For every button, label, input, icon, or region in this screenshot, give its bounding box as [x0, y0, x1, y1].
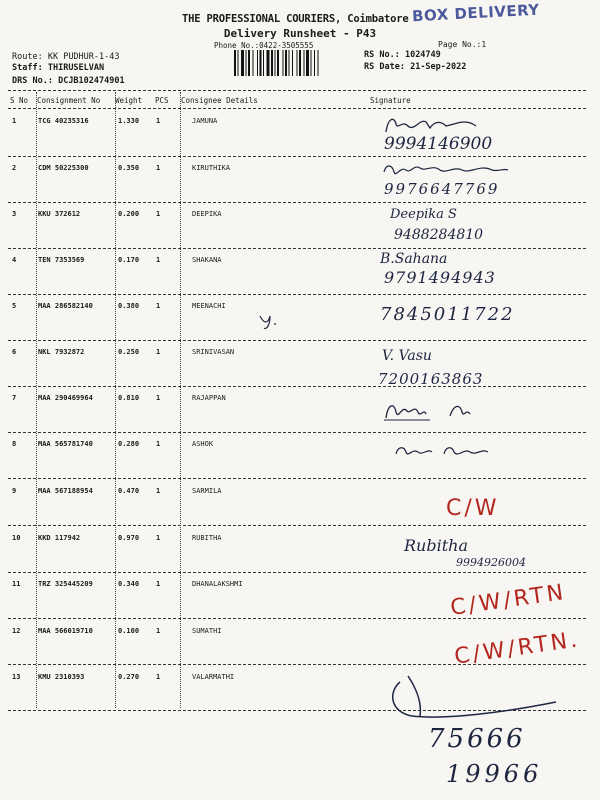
row-separator [8, 156, 586, 157]
header-bottom-rule [8, 108, 586, 109]
row-3-sno: 3 [12, 210, 17, 218]
row-13-pcs: 1 [156, 673, 161, 681]
row-4-phone-handwritten: 9791494943 [384, 268, 496, 287]
row-13-consignee: VALARMATHI [192, 673, 235, 681]
row-6-consignment: NKL 7932872 [38, 348, 85, 356]
row-2-weight: 0.350 [118, 164, 140, 172]
row-9-status-note: C/W [446, 496, 500, 521]
row-10-name-handwritten: Rubitha [404, 536, 468, 555]
row-separator [8, 294, 586, 295]
row-4-consignee: SHAKANA [192, 256, 222, 264]
staff-label: Staff: [12, 63, 43, 73]
row-4-consignment: TEN 7353569 [38, 256, 85, 264]
row-1-consignee: JAMUNA [192, 117, 218, 125]
row-11-consignment: TRZ 325445209 [38, 580, 93, 588]
page-number: Page No.:1 [438, 40, 487, 49]
row-9-consignee: SARMILA [192, 487, 222, 495]
row-separator [8, 248, 586, 249]
row-9-weight: 0.470 [118, 487, 140, 495]
row-10-consignee: RUBITHA [192, 534, 222, 542]
row-4-name-handwritten: B.Sahana [380, 251, 448, 267]
row-separator [8, 664, 586, 665]
row-11-consignee: DHANALAKSHMI [192, 580, 243, 588]
col-header-pcs: PCS [155, 96, 169, 105]
row-3-weight: 0.200 [118, 210, 140, 218]
row-3-pcs: 1 [156, 210, 161, 218]
row-1-weight: 1.330 [118, 117, 140, 125]
row-separator [8, 572, 586, 573]
row-6-phone-handwritten: 7200163863 [378, 370, 484, 388]
row-separator [8, 432, 586, 433]
row-6-sno: 6 [12, 348, 17, 356]
row-11-status-note: C/W/RTN [448, 580, 568, 621]
row-13-sno: 13 [12, 673, 21, 681]
row-10-weight: 0.970 [118, 534, 140, 542]
row-1-consignment: TCG 40235316 [38, 117, 89, 125]
row-separator [8, 525, 586, 526]
staff-value: THIRUSELVAN [47, 63, 105, 73]
row-4-sno: 4 [12, 256, 17, 264]
row-11-weight: 0.340 [118, 580, 140, 588]
row-5-phone-handwritten: 7845011722 [380, 304, 515, 325]
row-8-weight: 0.280 [118, 440, 140, 448]
signature-scribble-row-13 [386, 672, 566, 728]
drs-label: DRS No.: [12, 76, 53, 86]
route-label: Route: [12, 52, 43, 62]
row-10-pcs: 1 [156, 534, 161, 542]
row-5-consignment: MAA 286582140 [38, 302, 93, 310]
row-4-pcs: 1 [156, 256, 161, 264]
row-5-sno: 5 [12, 302, 17, 310]
header-top-rule [8, 90, 586, 91]
row-8-consignment: MAA 565781740 [38, 440, 93, 448]
row-1-sno: 1 [12, 117, 17, 125]
bottom-handwritten-number-2: 19966 [446, 760, 543, 788]
drs-line [12, 76, 125, 86]
row-11-pcs: 1 [156, 580, 161, 588]
staff-line [12, 63, 104, 73]
company-name: THE PROFESSIONAL COURIERS, Coimbatore [182, 13, 409, 25]
row-separator [8, 618, 586, 619]
signature-scribble-row-2 [380, 158, 510, 178]
column-divider [180, 92, 181, 708]
row-3-consignment: KKU 372612 [38, 210, 81, 218]
row-7-pcs: 1 [156, 394, 161, 402]
row-12-consignee: SUMATHI [192, 627, 222, 635]
row-13-weight: 0.270 [118, 673, 140, 681]
row-6-pcs: 1 [156, 348, 161, 356]
row-6-name-handwritten: V. Vasu [382, 348, 432, 364]
row-2-consignee: KIRUTHIKA [192, 164, 230, 172]
row-12-status-note: C/W/RTN. [452, 627, 582, 670]
row-separator [8, 478, 586, 479]
row-separator [8, 386, 586, 387]
row-6-weight: 0.250 [118, 348, 140, 356]
phone-number: Phone No.:0422-3505555 [214, 41, 314, 50]
bottom-handwritten-number-1: 75666 [428, 724, 526, 754]
runsheet-title: Delivery Runsheet - P43 [223, 27, 377, 40]
row-7-weight: 0.810 [118, 394, 140, 402]
row-10-sno: 10 [12, 534, 21, 542]
row-2-consignment: CDM 50225300 [38, 164, 89, 172]
initial-scribble-row-5 [256, 310, 286, 330]
rs-date-line [364, 62, 466, 72]
row-7-consignee: RAJAPPAN [192, 394, 226, 402]
row-separator [8, 202, 586, 203]
signature-scribble-row-7 [380, 396, 490, 426]
route-line [12, 52, 120, 62]
drs-value: DCJB102474901 [58, 76, 125, 86]
row-6-consignee: SRINIVASAN [192, 348, 235, 356]
row-12-sno: 12 [12, 627, 21, 635]
col-header-signature: Signature [370, 96, 411, 105]
rs-date-label: RS Date: [364, 62, 405, 72]
row-2-pcs: 1 [156, 164, 161, 172]
col-header-weight: Weight [115, 96, 143, 105]
rs-date-value: 21-Sep-2022 [410, 62, 467, 72]
row-7-sno: 7 [12, 394, 17, 402]
column-divider [115, 92, 116, 708]
column-divider [36, 92, 37, 708]
row-12-consignment: MAA 566019710 [38, 627, 93, 635]
row-2-sno: 2 [12, 164, 17, 172]
col-header-consignee: Consignee Details [181, 96, 258, 105]
row-12-pcs: 1 [156, 627, 161, 635]
row-5-consignee: MEENACHI [192, 302, 226, 310]
row-9-consignment: MAA 567188954 [38, 487, 93, 495]
row-separator [8, 340, 586, 341]
row-5-pcs: 1 [156, 302, 161, 310]
row-8-consignee: ASHOK [192, 440, 214, 448]
row-2-phone-handwritten: 9976647769 [384, 180, 500, 198]
col-header-consignment: Consignment No [37, 96, 101, 105]
row-9-sno: 9 [12, 487, 17, 495]
row-1-pcs: 1 [156, 117, 161, 125]
row-8-pcs: 1 [156, 440, 161, 448]
row-10-phone-handwritten: 9994926004 [456, 556, 526, 569]
row-3-name-handwritten: Deepika S [390, 207, 457, 222]
row-9-pcs: 1 [156, 487, 161, 495]
rs-no-label: RS No.: [364, 50, 400, 60]
route-value: KK PUDHUR-1-43 [47, 52, 120, 62]
rs-no-value: 1024749 [404, 50, 441, 60]
row-10-consignment: KKD 117942 [38, 534, 81, 542]
col-header-sno: S No [10, 96, 29, 105]
row-7-consignment: MAA 290469964 [38, 394, 93, 402]
row-13-consignment: KMU 2310393 [38, 673, 85, 681]
row-3-consignee: DEEPIKA [192, 210, 222, 218]
row-11-sno: 11 [12, 580, 21, 588]
row-3-phone-handwritten: 9488284810 [394, 227, 484, 243]
barcode-image [232, 50, 356, 76]
row-8-sno: 8 [12, 440, 17, 448]
box-delivery-stamp: BOX DELIVERY [411, 0, 541, 26]
row-4-weight: 0.170 [118, 256, 140, 264]
signature-scribble-row-8 [392, 440, 492, 462]
row-12-weight: 0.100 [118, 627, 140, 635]
row-5-weight: 0.380 [118, 302, 140, 310]
rs-no-line [364, 50, 441, 60]
row-1-phone-handwritten: 9994146900 [384, 134, 493, 154]
